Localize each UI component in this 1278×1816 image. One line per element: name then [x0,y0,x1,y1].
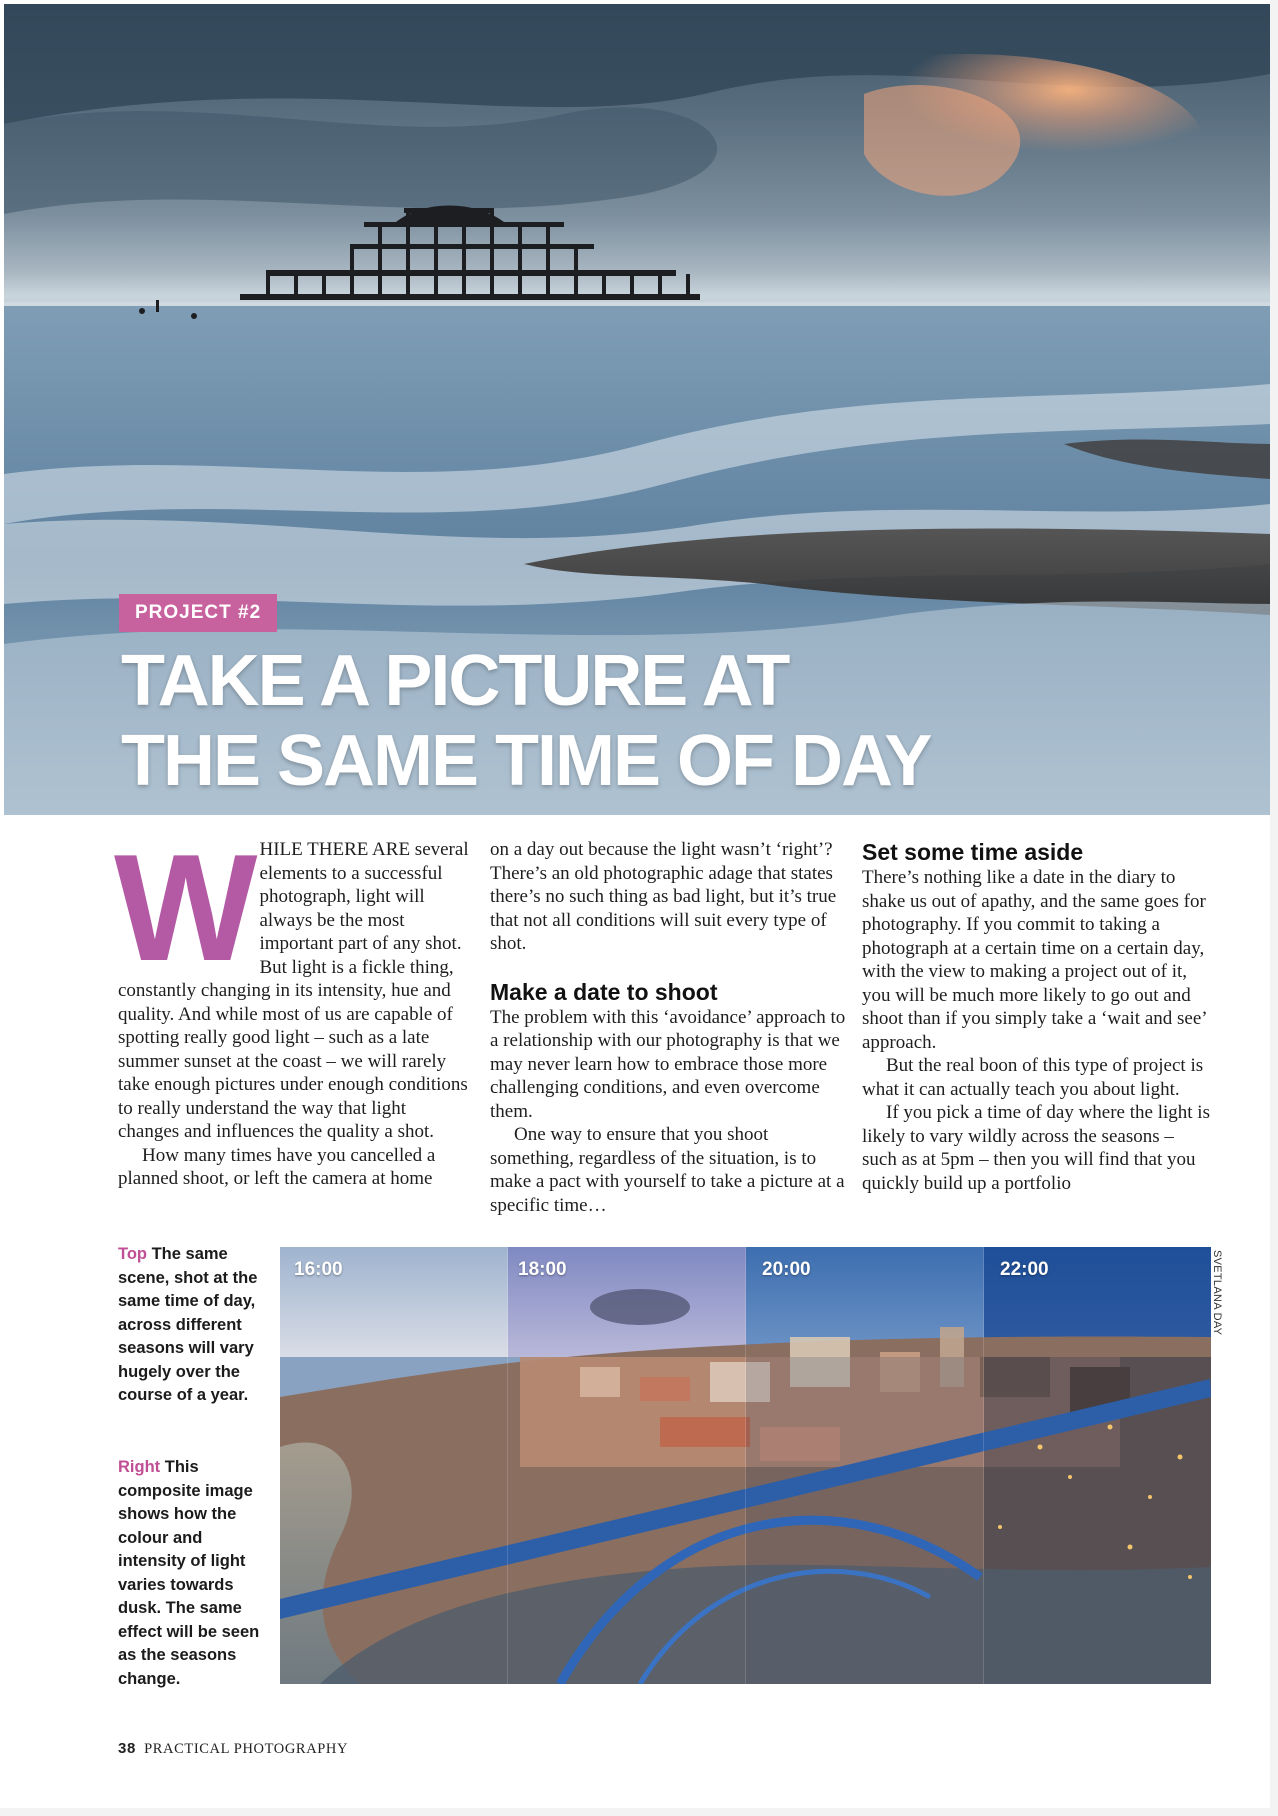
article-column-2 [490,838,846,1217]
caption-top-lead: Top [118,1245,148,1263]
body-paragraph: How many times have you cancelled a planned shoot, or left the camera at home [118,1144,436,1189]
intro-paragraph: WHILE THERE ARE several elements to a successful photograph, light will always be the most important part of any shot. But light is a fickle thing, constantly changing in its intensity, hue and quality. And while most of us are capable of spotting really good light – such as a late summer sunset at the coast – we will rarely take enough pictures under enough conditions to really understand the way that light changes and influences the quality a shot. [114,823,469,1142]
article-column-3 [862,838,1212,1195]
pier-silhouette [139,206,700,320]
article-column-1 [114,823,470,1191]
caption-right [118,1456,268,1691]
body-paragraph: on a day out because the light wasn’t ‘right’? There’s an old photographic adage that states there’s no such thing as bad light, but it’s true that not all conditions will suit every type of shot. [490,839,837,954]
composite-photo [280,1247,1211,1684]
body-paragraph: There’s nothing like a date in the diary to shake us out of apathy, and the same goes for photography. If you commit to taking a photograph at a certain time on a certain day, with the view to making a project out of it, you will be much more likely to go out and shoot than if you simply take a ‘wait and see’ approach. [862,867,1207,1053]
subhead-make-a-date: Make a date to shoot [490,978,718,1005]
time-label-2: 18:00 [518,1259,567,1280]
drop-cap: W [114,823,252,993]
body-paragraph: One way to ensure that you shoot something, regardless of the situation, is to make a pact with yourself to take a picture at a specific time… [490,1124,845,1216]
photo-credit: SVETLANA DAY [1211,1250,1223,1336]
project-badge: PROJECT #2 [119,594,277,632]
time-label-3: 20:00 [762,1259,811,1280]
subhead-set-time-aside: Set some time aside [862,839,1084,865]
caption-right-text: This composite image shows how the colour and intensity of light varies towards dusk. The same effect will be seen as the seasons change. [118,1458,260,1688]
hero-photo [4,4,1270,815]
page-number: 38 [118,1740,136,1757]
page-footer [118,1740,348,1758]
caption-right-lead: Right [118,1458,161,1476]
caption-top [118,1243,268,1408]
publication-name: PRACTICAL PHOTOGRAPHY [144,1741,349,1757]
headline-line-2: THE SAME TIME OF DAY [121,721,931,801]
porto-cityscape-illustration [280,1247,1211,1684]
time-label-1: 16:00 [294,1259,343,1280]
article-headline [121,641,930,801]
caption-top-text: The same scene, shot at the same time of day, across different seasons will vary hugely over the course of a year. [118,1245,258,1404]
body-paragraph: If you pick a time of day where the light is likely to vary wildly across the seasons – such as at 5pm – then you will find that you quickly build up a portfolio [862,1102,1210,1194]
body-paragraph: But the real boon of this type of project is what it can actually teach you about light. [862,1055,1204,1100]
body-paragraph: The problem with this ‘avoidance’ approach to a relationship with our photography is that we may never learn how to embrace those more challenging conditions, and even overcome them. [490,1006,846,1122]
headline-line-1: TAKE A PICTURE AT [121,641,789,721]
time-label-4: 22:00 [1000,1259,1049,1280]
